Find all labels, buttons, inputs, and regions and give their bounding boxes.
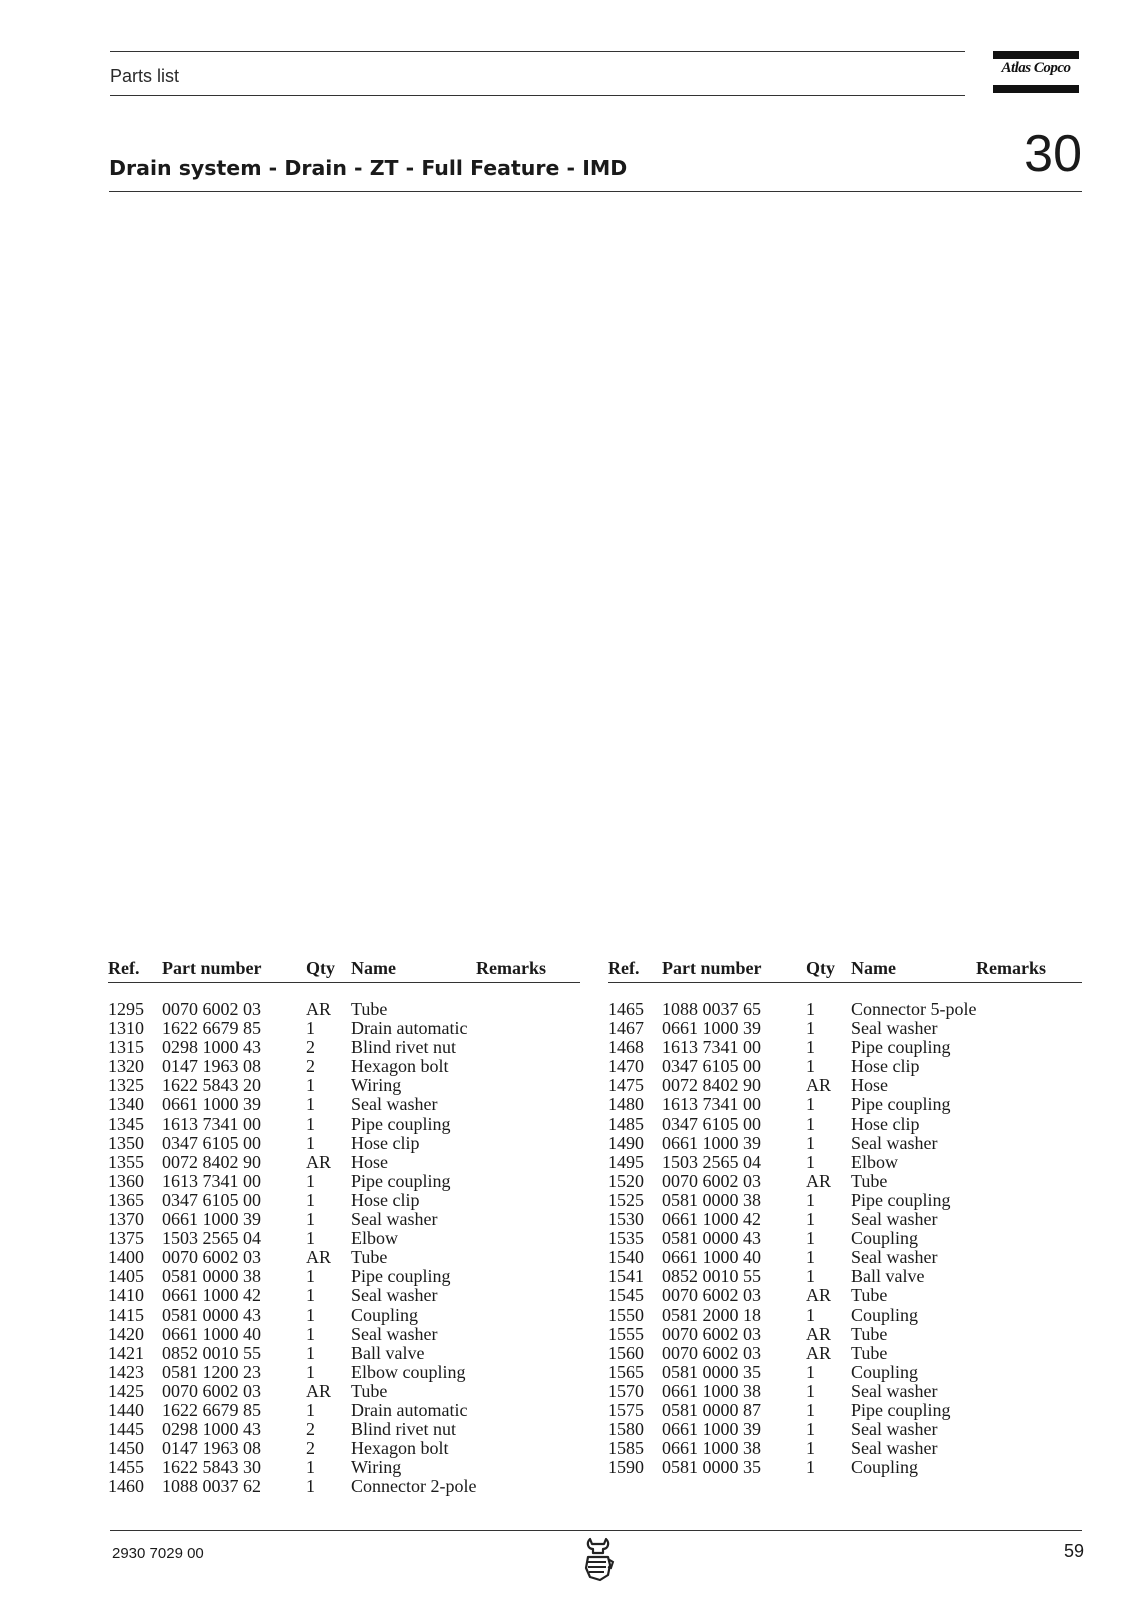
cell-name: Hexagon bolt (351, 1438, 449, 1459)
cell-qty: AR (806, 1075, 832, 1096)
table-row (108, 1057, 580, 1076)
cell-part-number: 0070 6002 03 (662, 1170, 761, 1191)
cell-ref: 1425 (108, 1380, 144, 1401)
cell-qty: 1 (306, 1342, 315, 1363)
cell-qty: 1 (306, 1170, 315, 1191)
cell-name: Tube (851, 1170, 888, 1191)
cell-ref: 1480 (608, 1094, 644, 1115)
cell-part-number: 0070 6002 03 (662, 1342, 761, 1363)
cell-ref: 1420 (108, 1323, 144, 1344)
table-row (108, 1286, 580, 1305)
cell-ref: 1445 (108, 1419, 144, 1440)
cell-name: Wiring (351, 1075, 402, 1096)
cell-part-number: 0852 0010 55 (662, 1266, 761, 1287)
cell-name: Coupling (851, 1361, 919, 1382)
cell-ref: 1475 (608, 1075, 644, 1096)
cell-name: Pipe coupling (351, 1113, 451, 1134)
cell-qty: 1 (306, 1113, 315, 1134)
cell-qty: 1 (806, 1247, 815, 1268)
cell-part-number: 1088 0037 65 (662, 999, 761, 1019)
cell-qty: 1 (806, 1018, 815, 1039)
cell-ref: 1545 (608, 1285, 644, 1306)
cell-ref: 1400 (108, 1247, 144, 1268)
cell-part-number: 0298 1000 43 (162, 1419, 261, 1440)
cell-part-number: 0581 0000 38 (662, 1189, 761, 1210)
cell-ref: 1590 (608, 1457, 644, 1478)
cell-name: Hose (351, 1151, 388, 1172)
table-row (108, 1153, 580, 1172)
table-row (108, 1382, 580, 1401)
table-row (608, 1286, 1082, 1305)
cell-part-number: 0661 1000 39 (162, 1209, 261, 1230)
cell-part-number: 0581 0000 43 (662, 1228, 761, 1249)
cell-qty: 1 (806, 1304, 815, 1325)
table-row (608, 1210, 1082, 1229)
table-row (608, 1172, 1082, 1191)
page-title: Drain system - Drain - ZT - Full Feature - IMD (109, 156, 628, 180)
cell-part-number: 0581 0000 38 (162, 1266, 261, 1287)
table-row (108, 1000, 580, 1019)
cell-name: Coupling (351, 1304, 419, 1325)
table-row (108, 1172, 580, 1191)
cell-part-number: 0581 0000 43 (162, 1304, 261, 1325)
cell-part-number: 0147 1963 08 (162, 1056, 261, 1077)
cell-ref: 1560 (608, 1342, 644, 1363)
cell-name: Seal washer (851, 1380, 938, 1401)
cell-ref: 1525 (608, 1189, 644, 1210)
cell-ref: 1455 (108, 1457, 144, 1478)
table-row (608, 1325, 1082, 1344)
cell-name: Pipe coupling (351, 1170, 451, 1191)
cell-name: Ball valve (351, 1342, 425, 1363)
cell-qty: 1 (306, 1228, 315, 1249)
cell-name: Seal washer (351, 1094, 438, 1115)
table-row (608, 1363, 1082, 1382)
cell-qty: AR (306, 999, 332, 1019)
cell-part-number: 0661 1000 39 (662, 1018, 761, 1039)
cell-ref: 1530 (608, 1209, 644, 1230)
cell-name: Tube (351, 999, 388, 1019)
cell-ref: 1415 (108, 1304, 144, 1325)
cell-name: Hose (851, 1075, 888, 1096)
table-header (608, 958, 1082, 982)
table-row (108, 1248, 580, 1267)
cell-part-number: 1622 6679 85 (162, 1018, 261, 1039)
cell-part-number: 0070 6002 03 (162, 1380, 261, 1401)
table-row (608, 1401, 1082, 1420)
cell-part-number: 0852 0010 55 (162, 1342, 261, 1363)
logo-wordmark: Atlas Copco (1001, 60, 1071, 76)
cell-part-number: 0072 8402 90 (162, 1151, 261, 1172)
cell-ref: 1580 (608, 1419, 644, 1440)
cell-ref: 1470 (608, 1056, 644, 1077)
table-row (608, 1229, 1082, 1248)
cell-name: Tube (351, 1380, 388, 1401)
cell-name: Coupling (851, 1304, 919, 1325)
cell-qty: 1 (306, 1304, 315, 1325)
table-row (108, 1038, 580, 1057)
cell-qty: 1 (306, 1399, 315, 1420)
service-wrench-hand-icon (580, 1535, 616, 1583)
cell-ref: 1365 (108, 1189, 144, 1210)
cell-qty: 1 (806, 1457, 815, 1478)
cell-part-number: 0661 1000 42 (162, 1285, 261, 1306)
cell-qty: 1 (306, 1189, 315, 1210)
col-header-remarks: Remarks (976, 958, 1046, 978)
col-header-ref: Ref. (108, 958, 140, 978)
cell-qty: AR (806, 1323, 832, 1344)
cell-ref: 1370 (108, 1209, 144, 1230)
col-header-remarks: Remarks (476, 958, 546, 978)
table-row (608, 1439, 1082, 1458)
cell-part-number: 0347 6105 00 (662, 1113, 761, 1134)
cell-ref: 1575 (608, 1399, 644, 1420)
cell-ref: 1360 (108, 1170, 144, 1191)
table-row (108, 1229, 580, 1248)
section-label: Parts list (110, 66, 180, 86)
cell-name: Ball valve (851, 1266, 925, 1287)
cell-ref: 1468 (608, 1037, 644, 1058)
table-row (108, 1019, 580, 1038)
table-row (108, 1076, 580, 1095)
cell-name: Coupling (851, 1457, 919, 1478)
cell-qty: 1 (306, 1266, 315, 1287)
cell-qty: 1 (806, 1094, 815, 1115)
parts-table-right (608, 958, 1082, 1477)
cell-qty: 1 (306, 1323, 315, 1344)
table-body (108, 1000, 580, 1496)
cell-ref: 1520 (608, 1170, 644, 1191)
header-bottom-rule (110, 95, 965, 96)
cell-name: Tube (351, 1247, 388, 1268)
cell-part-number: 1613 7341 00 (162, 1170, 261, 1191)
cell-name: Pipe coupling (851, 1094, 951, 1115)
cell-ref: 1310 (108, 1018, 144, 1039)
table-row (608, 1019, 1082, 1038)
cell-part-number: 1088 0037 62 (162, 1476, 261, 1497)
cell-qty: AR (306, 1247, 332, 1268)
cell-qty: 1 (806, 1132, 815, 1153)
cell-ref: 1340 (108, 1094, 144, 1115)
cell-qty: 1 (806, 1399, 815, 1420)
cell-part-number: 1503 2565 04 (162, 1228, 261, 1249)
cell-part-number: 0070 6002 03 (662, 1323, 761, 1344)
cell-name: Elbow (351, 1228, 398, 1249)
cell-part-number: 0581 1200 23 (162, 1361, 261, 1382)
cell-ref: 1565 (608, 1361, 644, 1382)
cell-part-number: 0661 1000 38 (662, 1438, 761, 1459)
cell-part-number: 1503 2565 04 (662, 1151, 761, 1172)
cell-qty: 1 (306, 1457, 315, 1478)
table-row (608, 1000, 1082, 1019)
cell-name: Hexagon bolt (351, 1056, 449, 1077)
cell-ref: 1423 (108, 1361, 144, 1382)
cell-part-number: 0070 6002 03 (162, 999, 261, 1019)
cell-part-number: 0581 0000 35 (662, 1361, 761, 1382)
cell-qty: 1 (806, 1189, 815, 1210)
cell-name: Seal washer (351, 1323, 438, 1344)
cell-part-number: 0581 0000 35 (662, 1457, 761, 1478)
brand-logo (993, 51, 1079, 93)
table-row (108, 1210, 580, 1229)
cell-qty: 2 (306, 1056, 315, 1077)
cell-qty: 1 (806, 1438, 815, 1459)
table-row (108, 1115, 580, 1134)
cell-name: Seal washer (851, 1247, 938, 1268)
cell-name: Seal washer (851, 1132, 938, 1153)
cell-qty: 1 (806, 1380, 815, 1401)
cell-name: Coupling (851, 1228, 919, 1249)
cell-ref: 1550 (608, 1304, 644, 1325)
table-row (608, 1248, 1082, 1267)
cell-name: Connector 5-pole (851, 999, 977, 1019)
col-header-name: Name (851, 958, 896, 978)
cell-qty: 1 (806, 1037, 815, 1058)
table-row (108, 1439, 580, 1458)
table-row (608, 1458, 1082, 1477)
table-row (108, 1477, 580, 1496)
table-row (608, 1134, 1082, 1153)
table-row (108, 1306, 580, 1325)
table-row (108, 1420, 580, 1439)
cell-ref: 1421 (108, 1342, 144, 1363)
cell-name: Wiring (351, 1457, 402, 1478)
table-header-rule (108, 982, 580, 983)
cell-name: Seal washer (351, 1285, 438, 1306)
table-row (108, 1363, 580, 1382)
cell-name: Tube (851, 1323, 888, 1344)
header-top-rule (110, 51, 965, 52)
cell-qty: 1 (806, 1361, 815, 1382)
cell-name: Elbow (851, 1151, 898, 1172)
cell-part-number: 0298 1000 43 (162, 1037, 261, 1058)
cell-qty: 1 (806, 999, 815, 1019)
cell-name: Hose clip (851, 1056, 920, 1077)
table-row (608, 1057, 1082, 1076)
table-row (108, 1401, 580, 1420)
cell-qty: 1 (806, 1228, 815, 1249)
cell-ref: 1315 (108, 1037, 144, 1058)
cell-part-number: 0072 8402 90 (662, 1075, 761, 1096)
table-row (108, 1267, 580, 1286)
footer-rule (110, 1530, 1082, 1531)
cell-qty: 1 (306, 1018, 315, 1039)
cell-qty: 2 (306, 1037, 315, 1058)
table-row (108, 1325, 580, 1344)
cell-part-number: 0661 1000 40 (662, 1247, 761, 1268)
col-header-part-number: Part number (662, 958, 762, 978)
cell-qty: AR (306, 1380, 332, 1401)
cell-part-number: 0661 1000 38 (662, 1380, 761, 1401)
cell-part-number: 1622 5843 30 (162, 1457, 261, 1478)
cell-name: Seal washer (351, 1209, 438, 1230)
table-row (608, 1267, 1082, 1286)
cell-part-number: 0661 1000 39 (162, 1094, 261, 1115)
cell-part-number: 1613 7341 00 (162, 1113, 261, 1134)
cell-name: Elbow coupling (351, 1361, 466, 1382)
cell-name: Tube (851, 1342, 888, 1363)
cell-part-number: 1613 7341 00 (662, 1037, 761, 1058)
cell-qty: 1 (806, 1151, 815, 1172)
cell-name: Pipe coupling (851, 1399, 951, 1420)
cell-part-number: 0581 0000 87 (662, 1399, 761, 1420)
cell-part-number: 0147 1963 08 (162, 1438, 261, 1459)
cell-ref: 1460 (108, 1476, 144, 1497)
cell-ref: 1350 (108, 1132, 144, 1153)
cell-ref: 1345 (108, 1113, 144, 1134)
table-row (608, 1115, 1082, 1134)
cell-ref: 1465 (608, 999, 644, 1019)
cell-name: Seal washer (851, 1438, 938, 1459)
cell-qty: 1 (306, 1361, 315, 1382)
cell-name: Pipe coupling (851, 1037, 951, 1058)
cell-name: Seal washer (851, 1419, 938, 1440)
chapter-number: 30 (1024, 125, 1082, 183)
cell-ref: 1355 (108, 1151, 144, 1172)
cell-ref: 1535 (608, 1228, 644, 1249)
cell-ref: 1485 (608, 1113, 644, 1134)
cell-qty: AR (806, 1170, 832, 1191)
cell-name: Hose clip (351, 1132, 420, 1153)
page-number: 59 (1063, 1541, 1084, 1561)
cell-qty: 2 (306, 1438, 315, 1459)
table-row (108, 1344, 580, 1363)
cell-ref: 1541 (608, 1266, 644, 1287)
cell-ref: 1450 (108, 1438, 144, 1459)
table-row (608, 1095, 1082, 1114)
cell-qty: AR (806, 1285, 832, 1306)
title-rule (109, 191, 1082, 192)
table-row (108, 1134, 580, 1153)
cell-part-number: 0070 6002 03 (162, 1247, 261, 1268)
col-header-name: Name (351, 958, 396, 978)
col-header-ref: Ref. (608, 958, 640, 978)
cell-name: Hose clip (351, 1189, 420, 1210)
cell-qty: AR (806, 1342, 832, 1363)
parts-table-left (108, 958, 580, 1496)
col-header-qty: Qty (306, 958, 335, 978)
logo-bar-bottom (993, 85, 1079, 93)
cell-qty: 1 (306, 1285, 315, 1306)
cell-part-number: 0347 6105 00 (162, 1132, 261, 1153)
cell-qty: 1 (806, 1209, 815, 1230)
cell-qty: 1 (306, 1476, 315, 1497)
cell-part-number: 0661 1000 39 (662, 1419, 761, 1440)
cell-qty: AR (306, 1151, 332, 1172)
cell-ref: 1495 (608, 1151, 644, 1172)
cell-qty: 1 (306, 1094, 315, 1115)
cell-qty: 1 (806, 1113, 815, 1134)
cell-part-number: 0581 2000 18 (662, 1304, 761, 1325)
cell-ref: 1585 (608, 1438, 644, 1459)
cell-part-number: 0661 1000 42 (662, 1209, 761, 1230)
cell-part-number: 1622 5843 20 (162, 1075, 261, 1096)
table-body (608, 1000, 1082, 1477)
cell-part-number: 0661 1000 40 (162, 1323, 261, 1344)
table-row (608, 1306, 1082, 1325)
table-row (608, 1153, 1082, 1172)
cell-name: Hose clip (851, 1113, 920, 1134)
table-row (108, 1095, 580, 1114)
cell-name: Drain automatic (351, 1399, 468, 1420)
cell-name: Blind rivet nut (351, 1037, 456, 1058)
cell-qty: 2 (306, 1419, 315, 1440)
table-header (108, 958, 580, 982)
table-row (108, 1458, 580, 1477)
cell-ref: 1467 (608, 1018, 644, 1039)
table-row (608, 1076, 1082, 1095)
cell-name: Drain automatic (351, 1018, 468, 1039)
cell-qty: 1 (806, 1419, 815, 1440)
cell-ref: 1405 (108, 1266, 144, 1287)
table-row (608, 1191, 1082, 1210)
cell-ref: 1295 (108, 999, 144, 1019)
cell-qty: 1 (306, 1075, 315, 1096)
cell-qty: 1 (806, 1056, 815, 1077)
col-header-part-number: Part number (162, 958, 262, 978)
logo-bar-top (993, 51, 1079, 59)
cell-ref: 1410 (108, 1285, 144, 1306)
cell-part-number: 1613 7341 00 (662, 1094, 761, 1115)
cell-ref: 1490 (608, 1132, 644, 1153)
cell-qty: 1 (306, 1132, 315, 1153)
cell-ref: 1555 (608, 1323, 644, 1344)
cell-part-number: 0661 1000 39 (662, 1132, 761, 1153)
cell-qty: 1 (806, 1266, 815, 1287)
cell-name: Seal washer (851, 1018, 938, 1039)
table-row (608, 1420, 1082, 1439)
cell-part-number: 0070 6002 03 (662, 1285, 761, 1306)
cell-name: Tube (851, 1285, 888, 1306)
table-row (608, 1344, 1082, 1363)
cell-ref: 1325 (108, 1075, 144, 1096)
cell-name: Blind rivet nut (351, 1419, 456, 1440)
cell-name: Pipe coupling (851, 1189, 951, 1210)
cell-name: Connector 2-pole (351, 1476, 477, 1497)
cell-qty: 1 (306, 1209, 315, 1230)
table-row (108, 1191, 580, 1210)
table-row (608, 1038, 1082, 1057)
table-row (608, 1382, 1082, 1401)
table-header-rule (608, 982, 1082, 983)
cell-ref: 1570 (608, 1380, 644, 1401)
cell-part-number: 1622 6679 85 (162, 1399, 261, 1420)
cell-part-number: 0347 6105 00 (162, 1189, 261, 1210)
cell-name: Pipe coupling (351, 1266, 451, 1287)
cell-ref: 1440 (108, 1399, 144, 1420)
cell-ref: 1375 (108, 1228, 144, 1249)
cell-ref: 1320 (108, 1056, 144, 1077)
cell-part-number: 0347 6105 00 (662, 1056, 761, 1077)
col-header-qty: Qty (806, 958, 835, 978)
document-number: 2930 7029 00 (112, 1545, 204, 1562)
cell-name: Seal washer (851, 1209, 938, 1230)
cell-ref: 1540 (608, 1247, 644, 1268)
